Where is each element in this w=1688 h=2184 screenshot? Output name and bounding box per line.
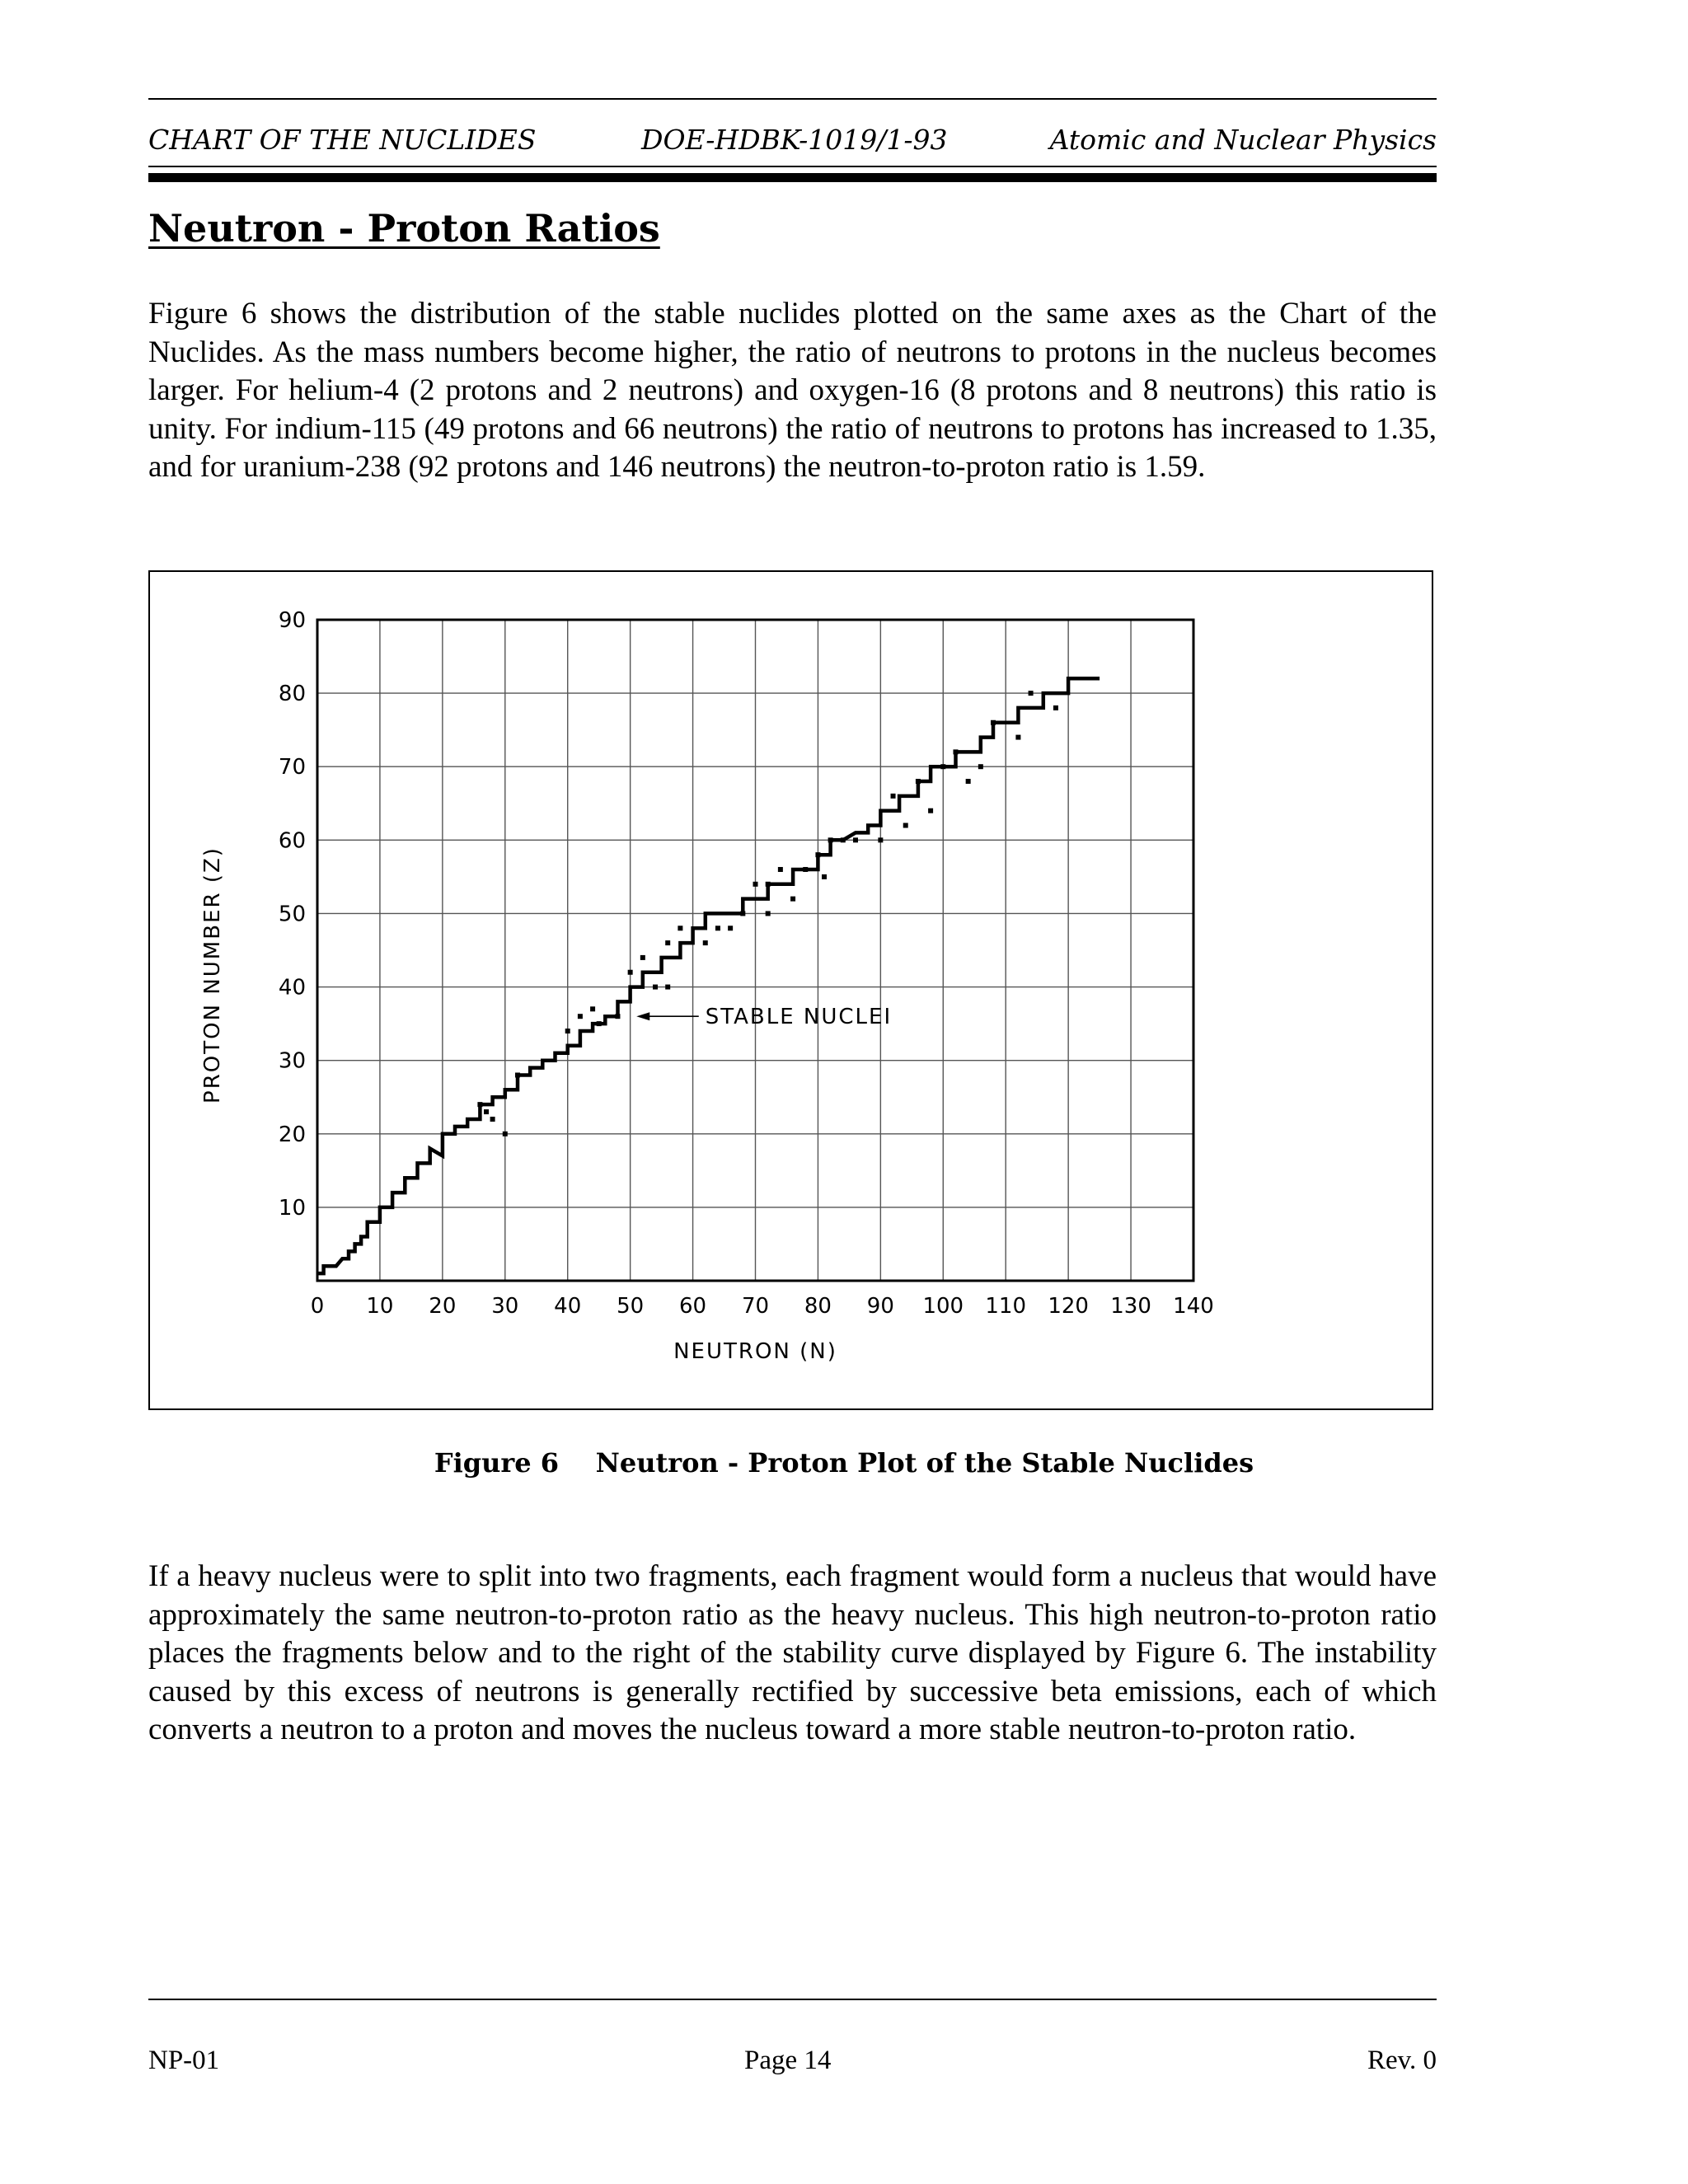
stable-nuclide-point xyxy=(590,1006,595,1011)
footer-page-number: Page 14 xyxy=(744,2046,832,2075)
stable-nuclide-point xyxy=(978,764,983,769)
stable-nuclide-point xyxy=(853,837,858,842)
stable-nuclide-point xyxy=(653,985,658,990)
stable-nuclide-point xyxy=(678,926,682,930)
x-tick-label: 130 xyxy=(1110,1294,1151,1319)
stable-nuclide-point xyxy=(766,911,771,916)
stable-nuclide-point xyxy=(891,794,896,799)
stable-nuclide-point xyxy=(715,926,720,930)
stable-nuclide-point xyxy=(503,1132,508,1137)
stable-nuclide-point xyxy=(665,940,670,945)
stable-nuclide-point xyxy=(490,1117,495,1122)
stable-nuclide-point xyxy=(1015,735,1020,740)
stable-nuclide-point xyxy=(991,720,996,725)
y-tick-label: 30 xyxy=(278,1048,306,1074)
stable-nuclide-point xyxy=(597,1021,602,1026)
y-tick-label: 90 xyxy=(278,608,306,633)
stable-nuclide-point xyxy=(640,955,645,960)
stable-nuclide-point xyxy=(940,764,945,769)
header-document-title: CHART OF THE NUCLIDES xyxy=(148,124,537,156)
annotation-label: STABLE NUCLEI xyxy=(705,1005,893,1030)
stable-nuclide-point xyxy=(565,1029,570,1033)
stable-nuclide-point xyxy=(703,940,708,945)
stable-nuclide-point xyxy=(841,837,846,842)
neutron-proton-chart xyxy=(150,572,1432,1408)
y-tick-label: 10 xyxy=(278,1195,306,1221)
figure-caption: Figure 6 Neutron - Proton Plot of the Stable Nuclides xyxy=(434,1447,1254,1479)
stable-nuclide-point xyxy=(903,823,908,828)
stable-nuclide-point xyxy=(953,749,958,754)
stable-nuclide-point xyxy=(615,1014,620,1019)
x-tick-label: 120 xyxy=(1048,1294,1089,1319)
stable-nuclide-point xyxy=(515,1072,520,1077)
x-tick-label: 140 xyxy=(1173,1294,1214,1319)
x-tick-label: 20 xyxy=(429,1294,457,1319)
x-tick-label: 40 xyxy=(554,1294,582,1319)
x-tick-label: 100 xyxy=(922,1294,964,1319)
x-tick-label: 10 xyxy=(366,1294,394,1319)
stable-nuclide-point xyxy=(753,882,758,887)
stable-nuclide-point xyxy=(790,897,795,902)
x-axis-label: NEUTRON (N) xyxy=(673,1339,837,1364)
stable-nuclide-point xyxy=(966,779,971,784)
stable-nuclide-point xyxy=(822,874,827,879)
stable-nuclide-point xyxy=(484,1109,489,1114)
stable-nuclide-point xyxy=(815,852,820,857)
x-tick-label: 80 xyxy=(804,1294,832,1319)
stable-nuclide-point xyxy=(1029,691,1034,696)
y-tick-label: 20 xyxy=(278,1122,306,1147)
stable-nuclide-point xyxy=(778,867,783,872)
stable-nuclide-point xyxy=(1053,705,1058,710)
stable-nuclide-point xyxy=(803,867,808,872)
stable-nuclide-point xyxy=(828,837,833,842)
header-document-number: DOE-HDBK-1019/1-93 xyxy=(641,124,948,156)
footer-module-id: NP-01 xyxy=(148,2046,220,2075)
top-rule xyxy=(148,98,1437,100)
header-thick-rule xyxy=(148,173,1437,182)
fission-paragraph: If a heavy nucleus were to split into two fragments, each fragment would form a nucleus that would have approximately the same neutron-to-proton ratio as the heavy nucleus. This high neutron-to-proton ratio places the fragments below and to the right of the stability curve displayed by Figure 6. The instability caused by this excess of neutrons is generally rectified by successive beta emissions, each of which converts a neutron to a proton and moves the nucleus toward a more stable neutron-to-proton ratio. xyxy=(148,1559,1437,1746)
annotation-arrowhead xyxy=(636,1012,649,1020)
stable-nuclide-point xyxy=(728,926,733,930)
x-tick-label: 50 xyxy=(617,1294,645,1319)
stable-nuclide-point xyxy=(766,882,771,887)
x-tick-label: 0 xyxy=(310,1294,325,1319)
y-tick-label: 60 xyxy=(278,828,306,854)
stable-nuclide-point xyxy=(665,985,670,990)
figure-frame xyxy=(148,570,1433,1410)
stable-nuclide-point xyxy=(878,837,883,842)
stable-nuclide-point xyxy=(916,779,921,784)
x-tick-label: 90 xyxy=(866,1294,894,1319)
x-tick-label: 110 xyxy=(985,1294,1027,1319)
x-tick-label: 60 xyxy=(679,1294,707,1319)
stable-nuclide-point xyxy=(740,911,745,916)
stable-nuclide-point xyxy=(928,808,933,813)
section-title: Neutron - Proton Ratios xyxy=(148,206,660,251)
intro-paragraph: Figure 6 shows the distribution of the stable nuclides plotted on the same axes as the Chart of the Nuclides. As the mass numbers become higher, the ratio of neutrons to protons in the nucleus becomes larger. For helium-4 (2 protons and 2 neutrons) and oxygen-16 (8 protons and 8 neutrons) this ratio is unity. For indium-115 (49 protons and 66 neutrons) the ratio of neutrons to protons has increased to 1.35, and for uranium-238 (92 protons and 146 neutrons) the neutron-to-proton ratio is 1.59. xyxy=(148,297,1437,484)
stable-nuclide-point xyxy=(578,1014,583,1019)
y-tick-label: 50 xyxy=(278,902,306,927)
y-axis-label: PROTON NUMBER (Z) xyxy=(200,846,225,1104)
header-thin-rule xyxy=(148,166,1437,167)
y-tick-label: 40 xyxy=(278,975,306,1001)
x-tick-label: 70 xyxy=(741,1294,770,1319)
header-subject: Atomic and Nuclear Physics xyxy=(1049,124,1437,156)
y-tick-label: 70 xyxy=(278,755,306,780)
y-tick-label: 80 xyxy=(278,682,306,707)
stable-nuclide-point xyxy=(628,970,633,975)
stable-nuclide-point xyxy=(477,1102,482,1107)
footer-revision: Rev. 0 xyxy=(1367,2046,1437,2075)
x-tick-label: 30 xyxy=(491,1294,519,1319)
footer-rule xyxy=(148,1999,1437,2000)
